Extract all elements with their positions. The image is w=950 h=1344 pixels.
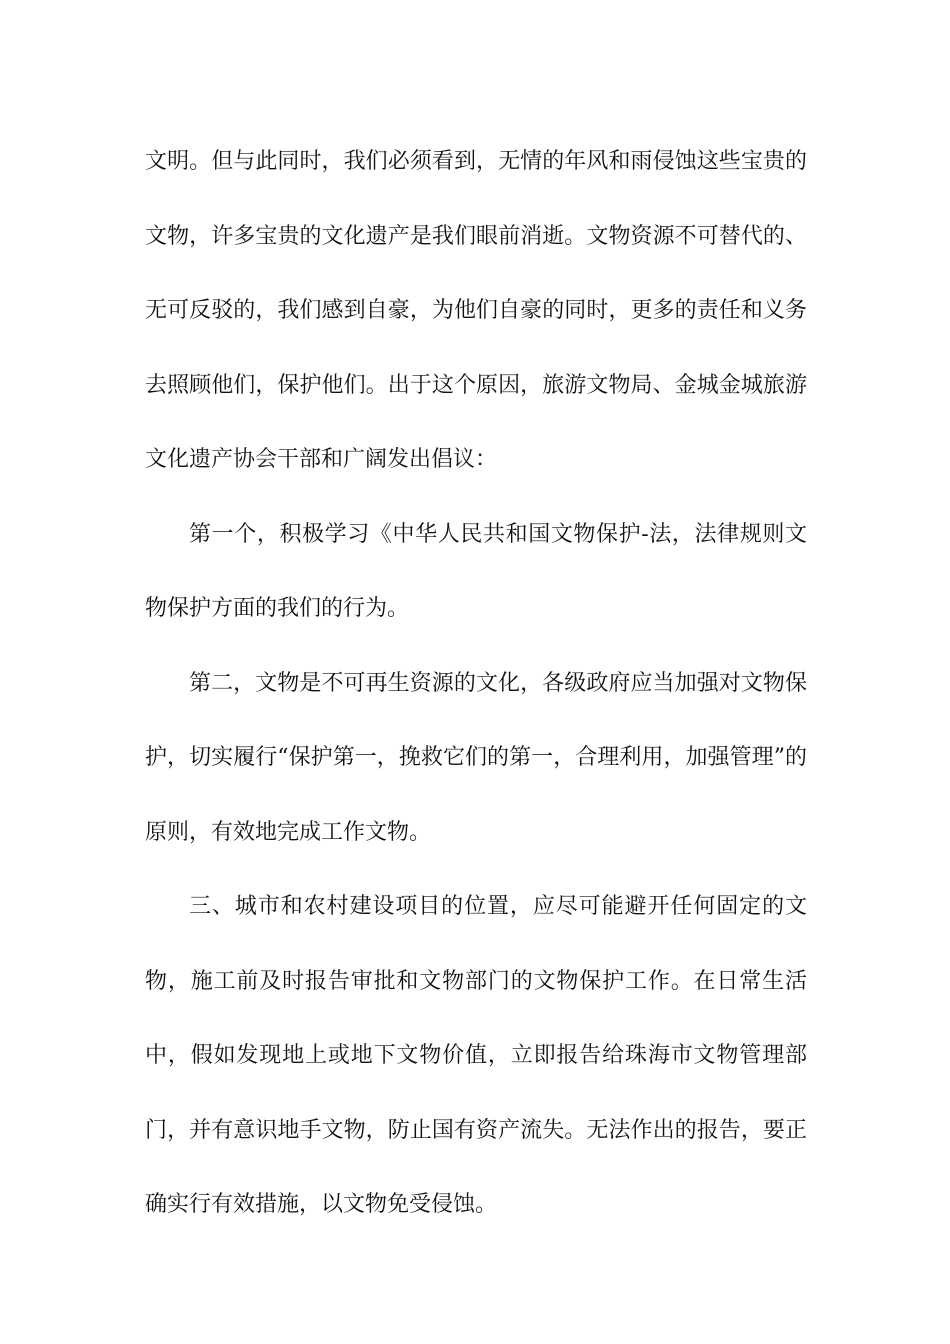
paragraph-continuation: 文明。但与此同时，我们必须看到，无情的年风和雨侵蚀这些宝贵的文物，许多宝贵的文化遗产是我们眼前消逝。文物资源不可替代的、无可反驳的，我们感到自豪，为他们自豪的同时，更多的责任和义务去照顾他们，保护他们。出于这个原因，旅游文物局、金城金城旅游文化遗产协会干部和广阔发出倡议： [145,149,807,472]
paragraph-second-point: 第二，文物是不可再生资源的文化，各级政府应当加强对文物保护，切实履行“保护第一，挽救它们的第一，合理利用，加强管理”的原则，有效地完成工作文物。 [145,670,807,845]
paragraph-third-point: 三、城市和农村建设项目的位置，应尽可能避开任何固定的文物，施工前及时报告审批和文物部门的文物保护工作。在日常生活中，假如发现地上或地下文物价值，立即报告给珠海市文物管理部门，并有意识地手文物，防止国有资产流失。无法作出的报告，要正确实行有效措施，以文物免受侵蚀。 [145,894,807,1217]
paragraph-first-point: 第一个，积极学习《中华人民共和国文物保护-法，法律规则文物保护方面的我们的行为。 [145,521,807,621]
document-body [145,125,807,1243]
